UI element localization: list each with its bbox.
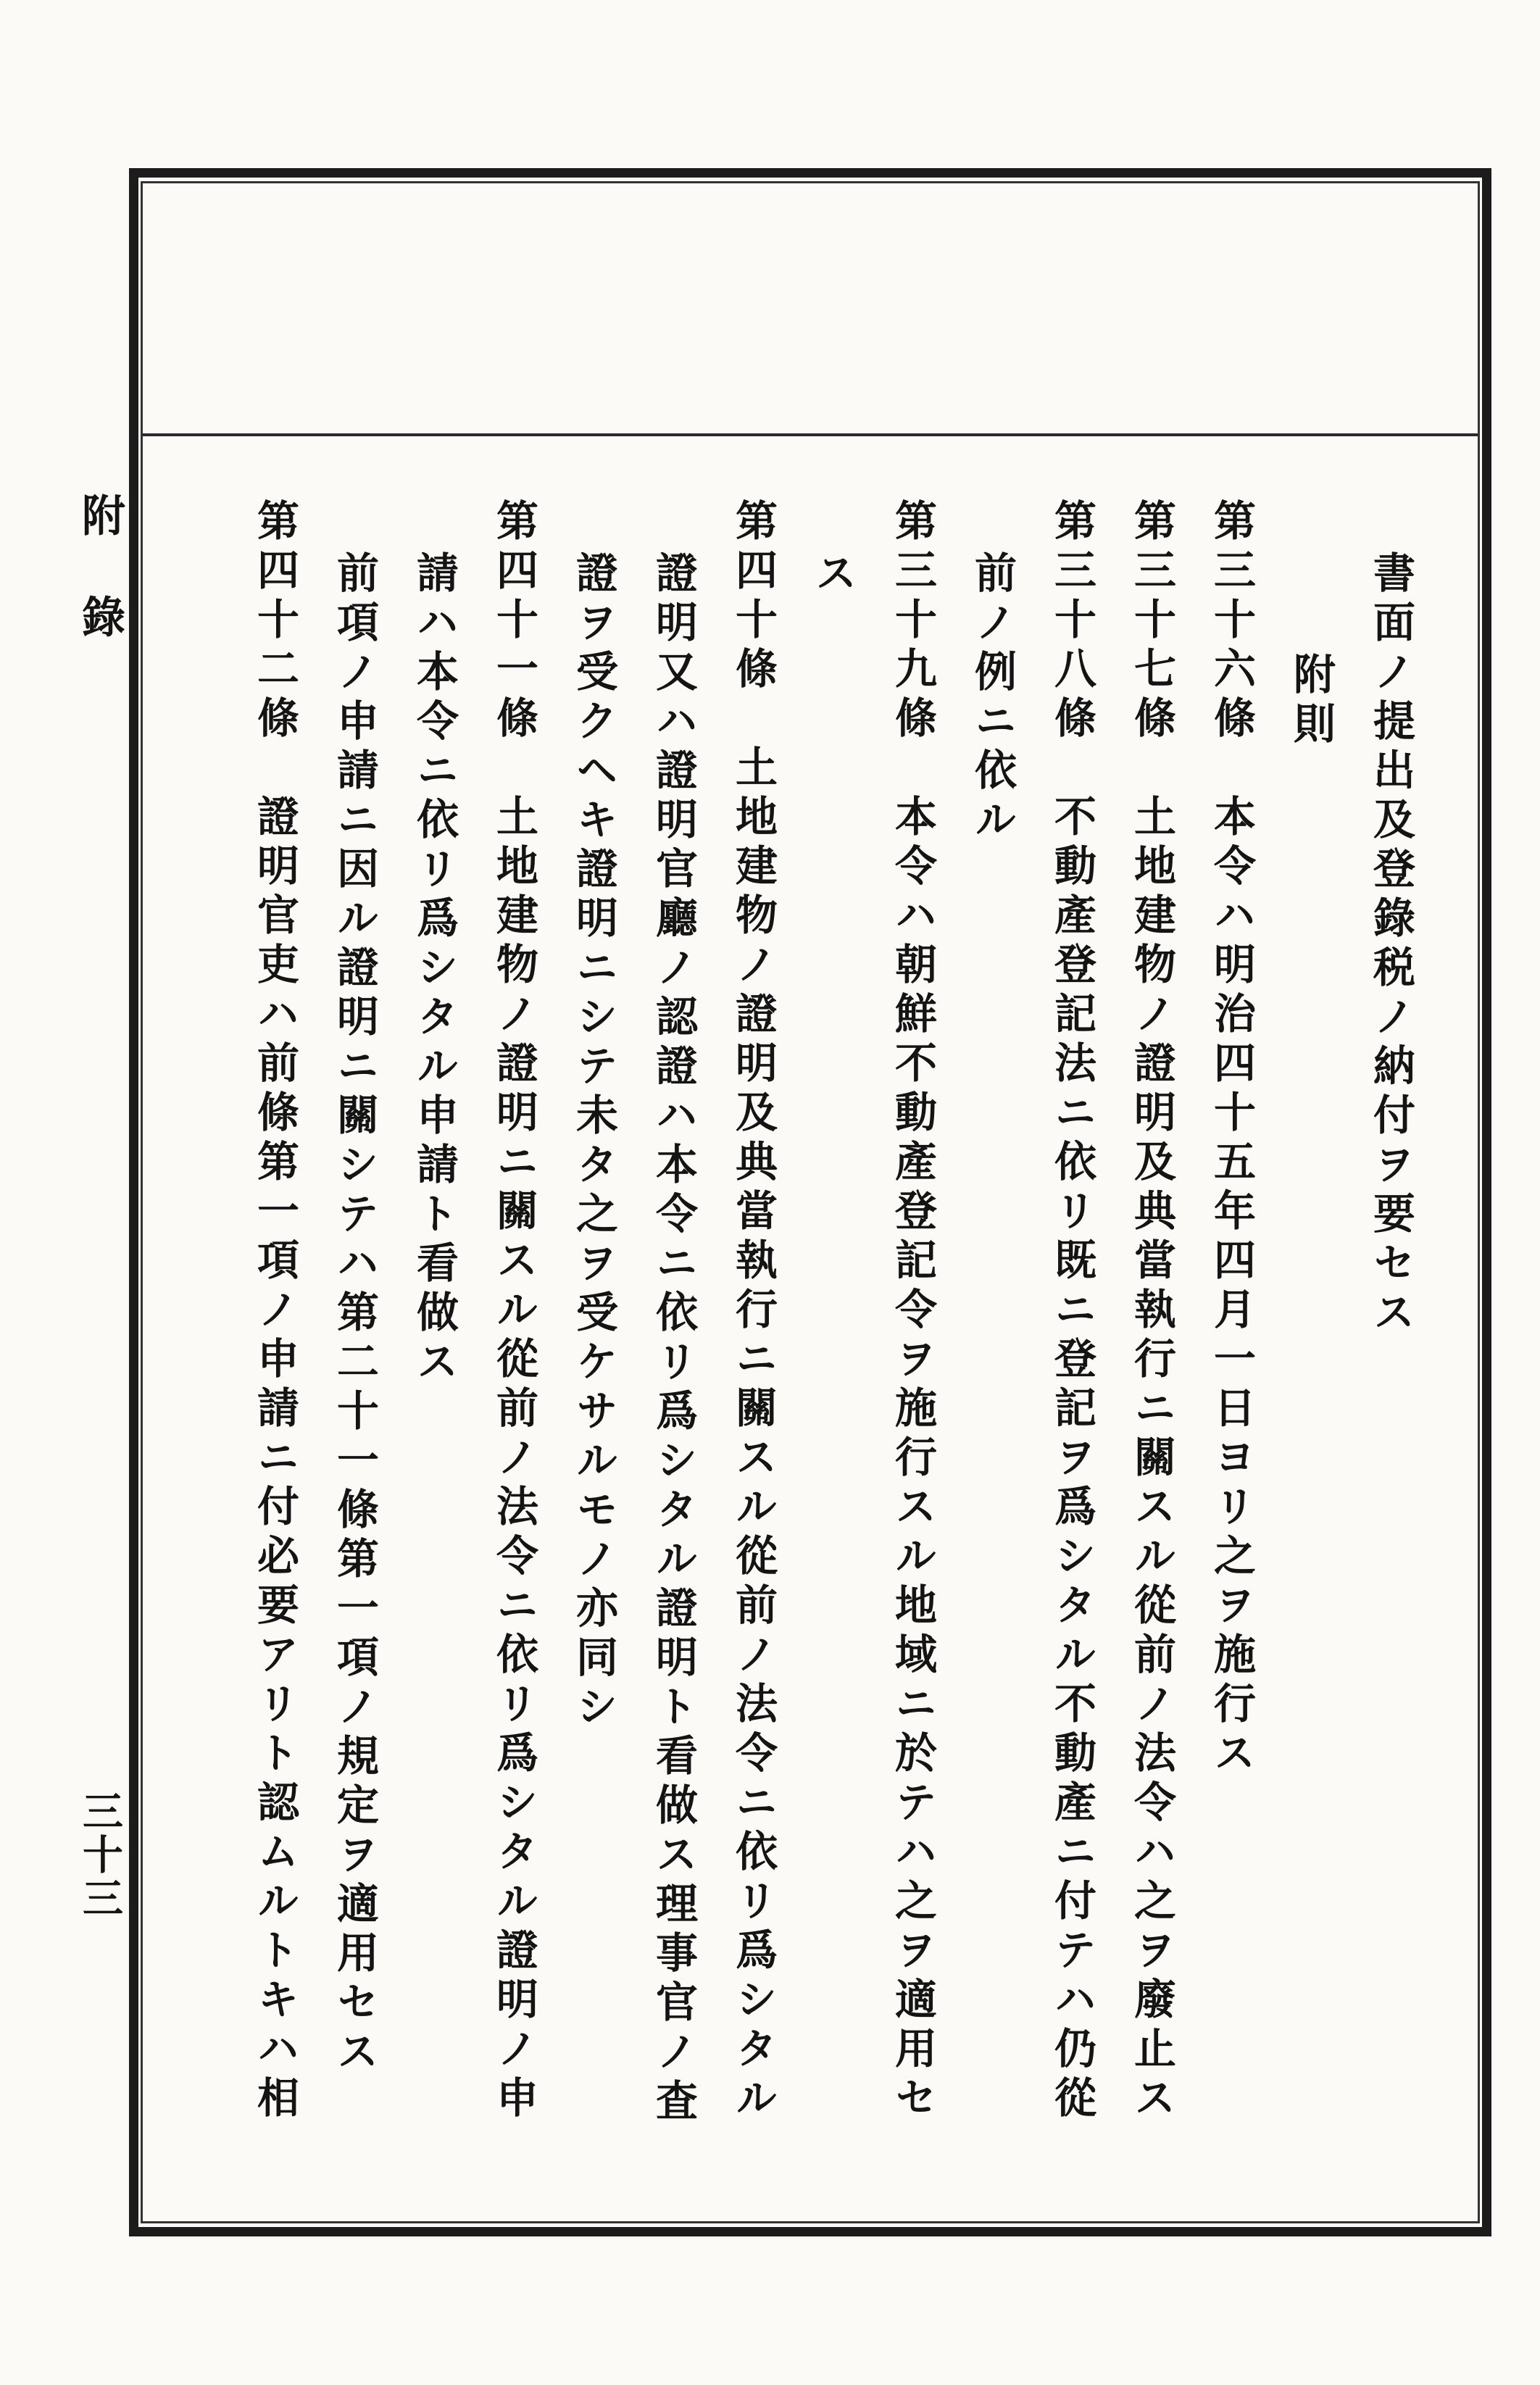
text-column: 前ノ例ニ依ル	[967, 551, 1017, 846]
heading-supplementary-provisions: 附則	[1286, 652, 1336, 751]
text-column: ス	[808, 551, 857, 600]
text-column: 第四十條 土地建物ノ證明及典當執行ニ關スル從前ノ法令ニ依リ爲シタル	[728, 499, 778, 2125]
text-column: 證明又ハ證明官廳ノ認證ハ本令ニ依リ爲シタル證明ト看做ス理事官ノ査	[649, 551, 698, 2128]
text-column: 請ハ本令ニ依リ爲シタル申請ト看做ス	[409, 551, 459, 1389]
text-column: 前項ノ申請ニ因ル證明ニ關シテハ第二十一條第一項ノ規定ヲ適用セス	[330, 551, 379, 2078]
text-column: 第三十九條 本令ハ朝鮮不動產登記令ヲ施行スル地域ニ於テハ之ヲ適用セ	[888, 499, 937, 2125]
page-number: 三十三	[76, 1790, 124, 1920]
text-column: 第三十六條 本令ハ明治四十五年四月一日ヨリ之ヲ施行ス	[1207, 499, 1256, 1780]
text-column: 書面ノ提出及登錄税ノ納付ヲ要セス	[1366, 551, 1415, 1339]
text-column: 第三十七條 土地建物ノ證明及典當執行ニ關スル從前ノ法令ハ之ヲ廢止ス	[1127, 499, 1176, 2125]
header-band	[143, 183, 1478, 433]
text-column: 第三十八條 不動產登記法ニ依リ既ニ登記ヲ爲シタル不動產ニ付テハ仍從	[1047, 499, 1096, 2125]
text-column: 第四十一條 土地建物ノ證明ニ關スル從前ノ法令ニ依リ爲シタル證明ノ申	[489, 499, 538, 2125]
section-label: 附錄	[75, 493, 125, 696]
text-column: 第四十二條 證明官吏ハ前條第一項ノ申請ニ付必要アリト認ムルトキハ相	[250, 499, 299, 2125]
text-column: 證ヲ受クヘキ證明ニシテ未タ之ヲ受ケサルモノ亦同シ	[569, 551, 618, 1733]
header-rule	[143, 433, 1478, 436]
